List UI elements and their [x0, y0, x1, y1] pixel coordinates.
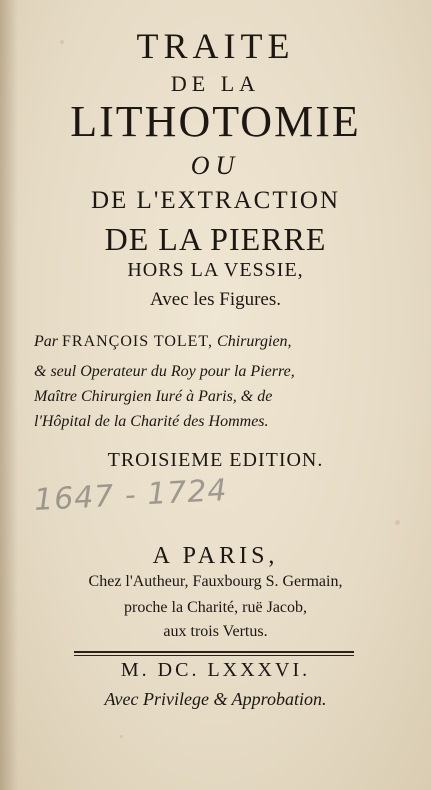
author-line-3: Maître Chirurgien Iuré à Paris, & de	[34, 388, 273, 405]
author-role: Chirurgien,	[217, 333, 292, 350]
title-line-ou: OU	[190, 151, 241, 180]
pencil-annotation: 1647 - 1724	[33, 472, 229, 519]
imprint-city: A PARIS,	[152, 543, 279, 569]
author-par: Par	[34, 333, 58, 350]
imprint-year: M. DC. LXXXVI.	[120, 659, 311, 681]
imprint-sign: aux trois Vertus.	[163, 623, 268, 640]
foxing-spot	[395, 520, 400, 525]
title-line-pierre: DE LA PIERRE	[104, 221, 327, 257]
author-line-2: & seul Operateur du Roy pour la Pierre,	[34, 363, 295, 380]
title-line-traite: TRAITE	[136, 26, 295, 66]
title-line-vessie: HORS LA VESSIE,	[127, 259, 304, 281]
title-line-lithotomie: LITHOTOMIE	[70, 97, 361, 146]
imprint-address: proche la Charité, ruë Jacob,	[123, 599, 308, 616]
title-line-figures: Avec les Figures.	[149, 289, 282, 310]
author-line-1	[34, 334, 404, 350]
author-line-4: l'Hôpital de la Charité des Hommes.	[34, 413, 269, 430]
privilege-statement: Avec Privilege & Approbation.	[104, 689, 327, 709]
edition-statement: TROISIEME EDITION.	[107, 449, 324, 471]
title-line-de-la: DE LA	[170, 71, 261, 96]
author-name: FRANÇOIS TOLET,	[62, 333, 214, 350]
double-rule-divider	[74, 651, 354, 657]
title-line-extraction: DE L'EXTRACTION	[90, 187, 341, 214]
imprint-publisher: Chez l'Autheur, Fauxbourg S. Germain,	[88, 573, 343, 590]
foxing-spot	[120, 735, 123, 738]
